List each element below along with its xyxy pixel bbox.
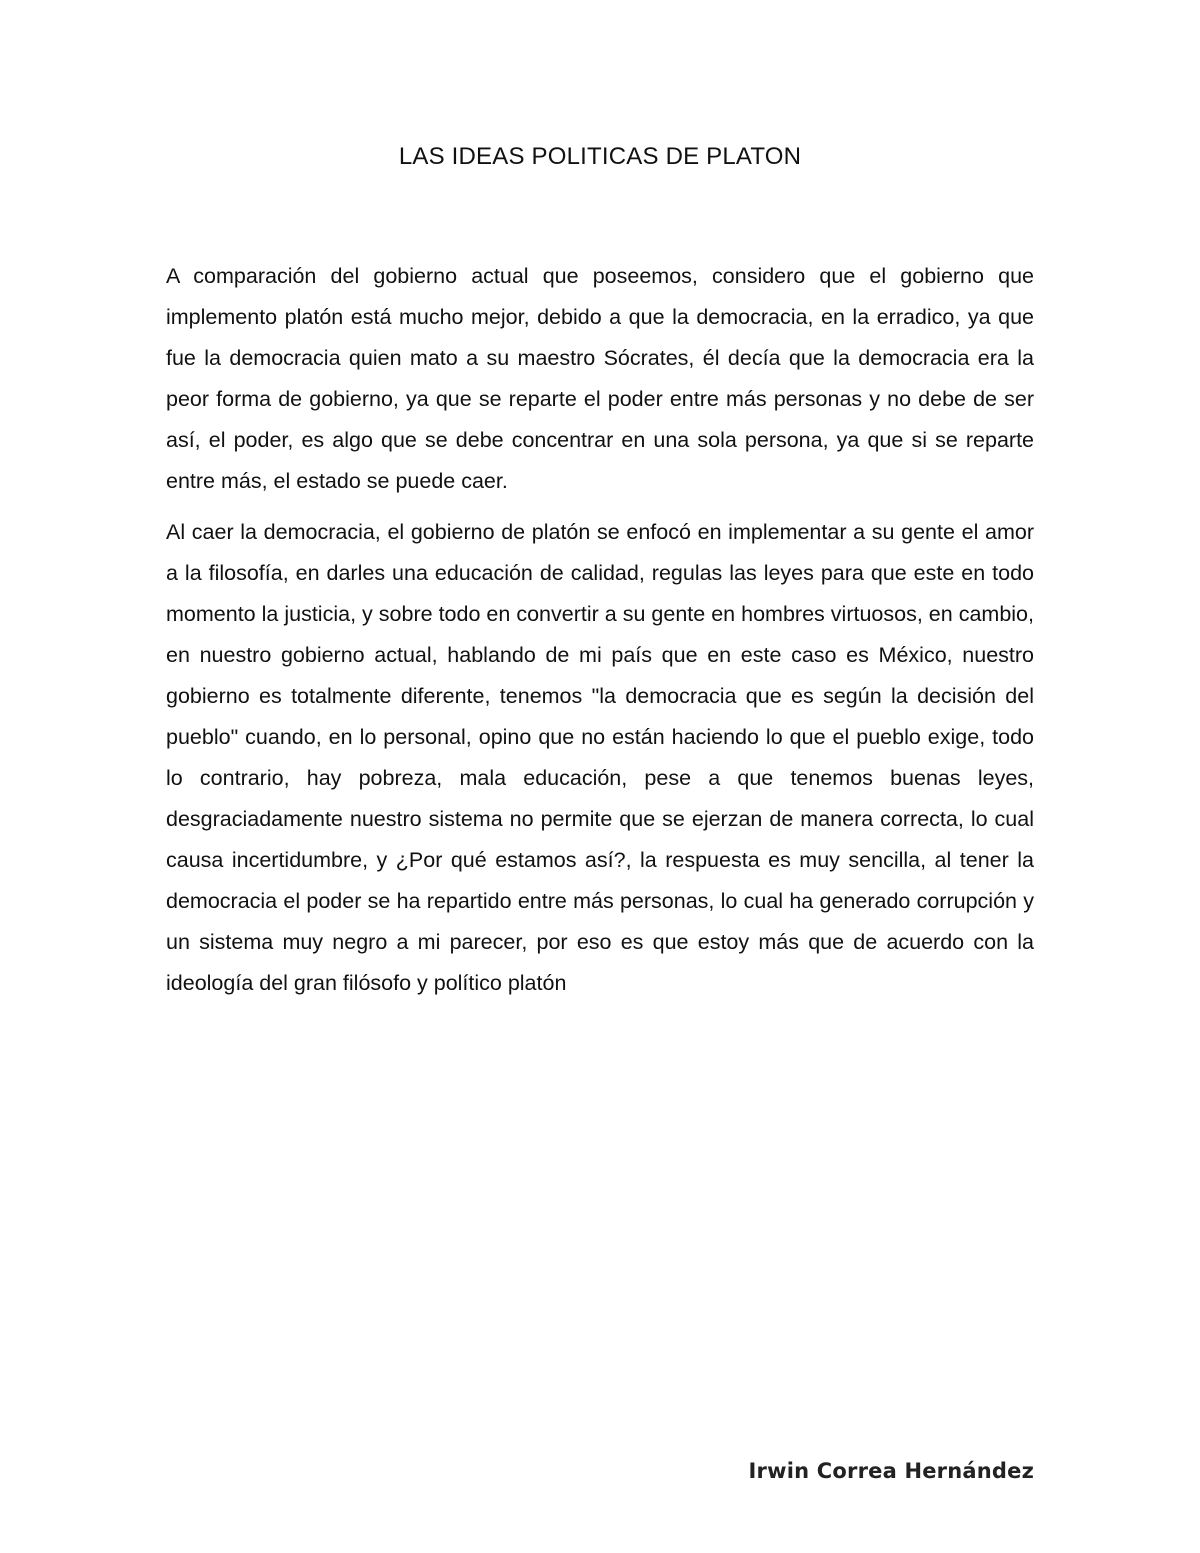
paragraph-1: A comparación del gobierno actual que poseemos, considero que el gobierno que implemento platón está mucho mejor, debido a que la democracia, en la erradico, ya que fue la democracia quien mato a su maestro Sócrates, él decía que la democracia era la peor forma de gobierno, ya que se reparte el poder entre más personas y no debe de ser así, el poder, es algo que se debe concentrar en una sola persona, ya que si se reparte entre más, el estado se puede caer. bbox=[166, 264, 1034, 493]
document-title: LAS IDEAS POLITICAS DE PLATON bbox=[398, 143, 802, 170]
paragraph-2: Al caer la democracia, el gobierno de platón se enfocó en implementar a su gente el amor a la filosofía, en darles una educación de calidad, regulas las leyes para que este en todo momento la justicia, y sobre todo en convertir a su gente en hombres virtuosos, en cambio, en nuestro gobierno actual, hablando de mi país que en este caso es México, nuestro gobierno es totalmente diferente, tenemos "la democracia que es según la decisión del pueblo" cuando, en lo personal, opino que no están haciendo lo que el pueblo exige, todo lo contrario, hay pobreza, mala educación, pese a que tenemos buenas leyes, desgraciadamente nuestro sistema no permite que se ejerzan de manera correcta, lo cual causa incertidumbre, y ¿Por qué estamos así?, la respuesta es muy sencilla, al tener la democracia el poder se ha repartido entre más personas, lo cual ha generado corrupción y un sistema muy negro a mi parecer, por eso es que estoy más que de acuerdo con la ideología del gran filósofo y político platón bbox=[166, 520, 1034, 995]
author-signature: Irwin Correa Hernández bbox=[748, 1459, 1034, 1483]
document-body bbox=[166, 256, 1034, 1004]
